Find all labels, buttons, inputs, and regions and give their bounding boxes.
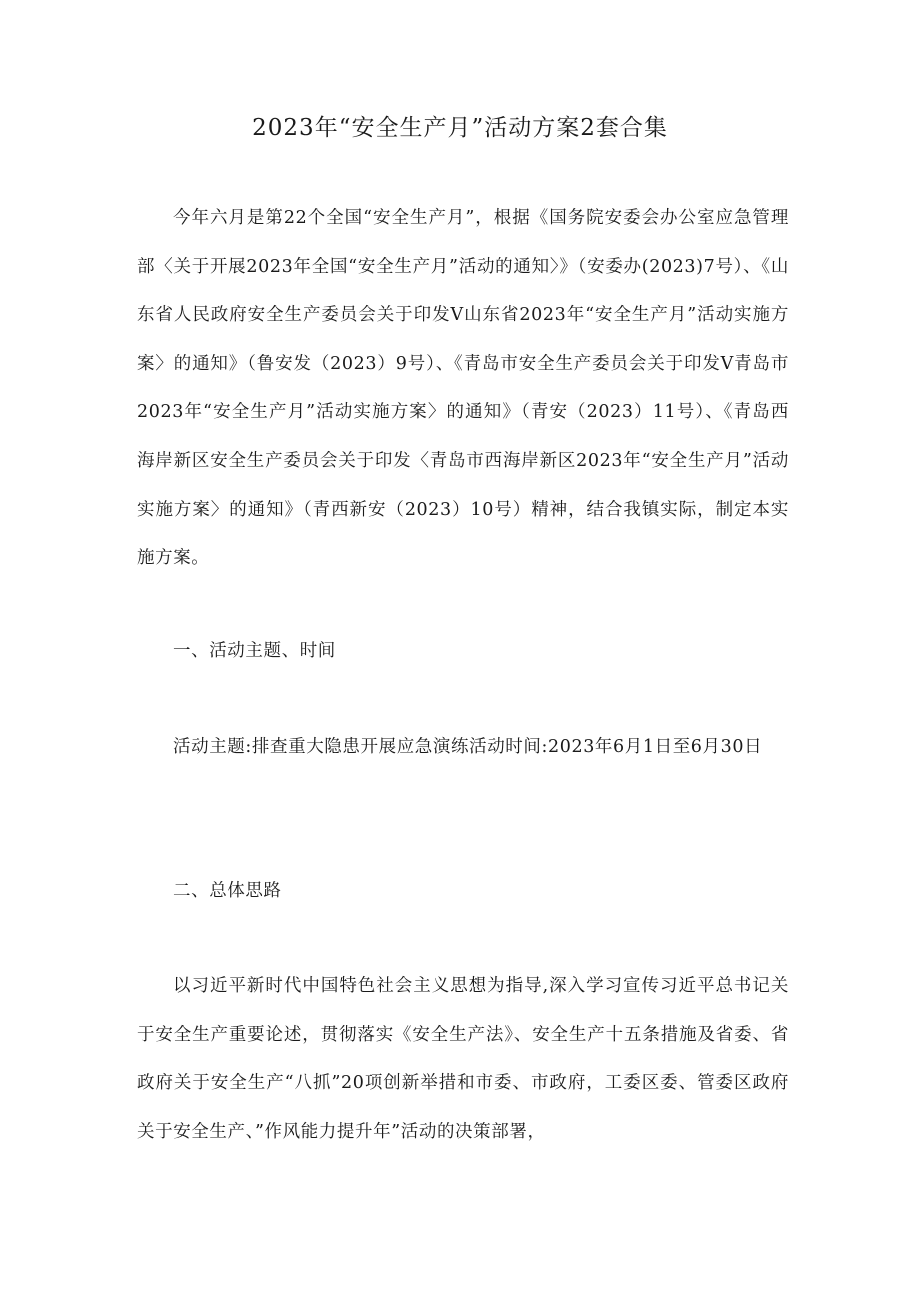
theme-time-paragraph: 活动主题:排查重大隐患开展应急演练活动时间:2023年6月1日至6月30日 bbox=[173, 737, 763, 757]
document-title: 2023年“安全生产月”活动方案2套合集 bbox=[252, 115, 668, 141]
section-heading-two: 二、总体思路 bbox=[173, 881, 282, 901]
overall-idea-paragraph: 以习近平新时代中国特色社会主义思想为指导,深入学习宣传习近平总书记关于安全生产重要论述，贯彻落实《安全生产法》、安全生产十五条措施及省委、省政府关于安全生产“八抓”20项创新举措和市委、市政府，工委区委、管委区政府关于安全生产、”作风能力提升年”活动的决策部署， bbox=[137, 976, 789, 1142]
intro-paragraph: 今年六月是第22个全国“安全生产月”，根据《国务院安委会办公室应急管理部〈关于开展2023年全国“安全生产月”活动的通知〉》（安委办(2023)7号）、《山东省人民政府安全生产委员会关于印发V山东省2023年“安全生产月”活动实施方案〉的通知》（鲁安发（2023）9号）、《青岛市安全生产委员会关于印发V青岛市2023年“安全生产月”活动实施方案〉的通知》（青安（2023）11号）、《青岛西海岸新区安全生产委员会关于印发〈青岛市西海岸新区2023年“安全生产月”活动实施方案〉的通知》（青西新安（2023）10号）精神，结合我镇实际，制定本实施方案。 bbox=[137, 208, 789, 569]
section-heading-one: 一、活动主题、时间 bbox=[173, 641, 336, 661]
